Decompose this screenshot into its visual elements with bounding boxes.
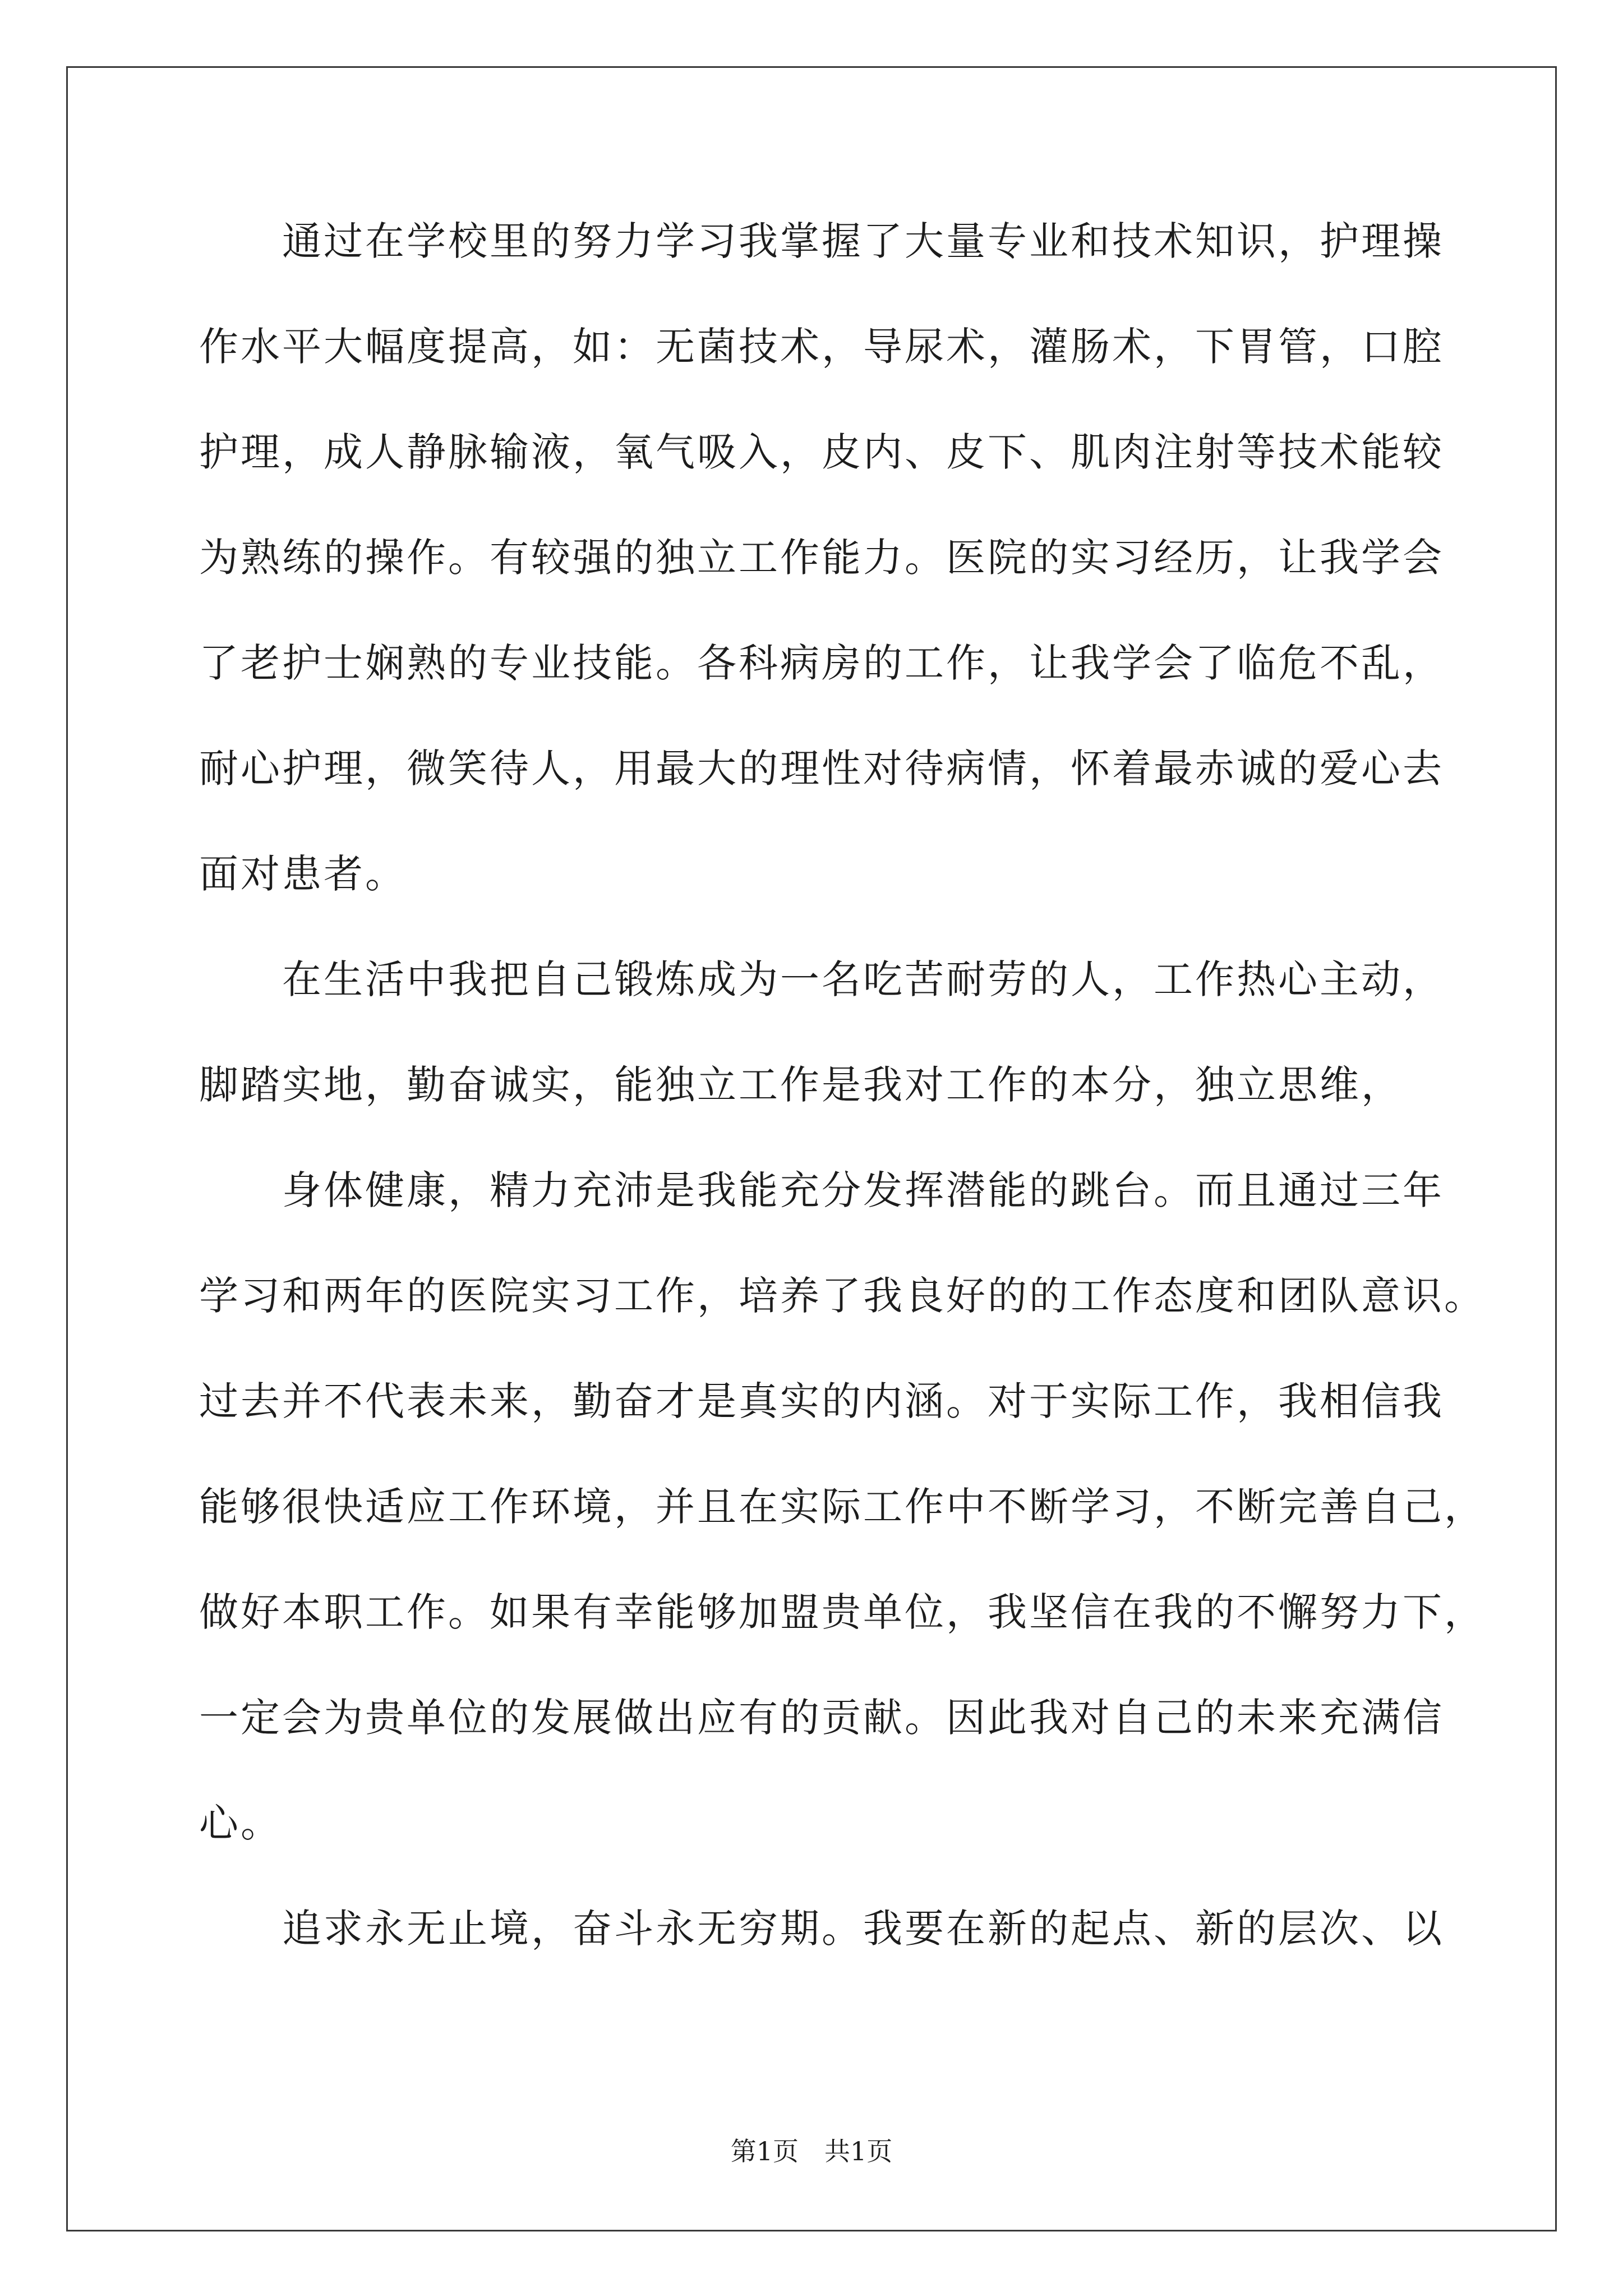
text-line: 身体健康，精力充沛是我能充分发挥潜能的跳台。而且通过三年 <box>199 1167 1444 1213</box>
text-line: 为熟练的操作。有较强的独立工作能力。医院的实习经历，让我学会 <box>199 535 1444 581</box>
page-number: 第1页 共1页 <box>730 2136 893 2166</box>
text-line: 面对患者。 <box>199 851 407 897</box>
text-line: 在生活中我把自己锻炼成为一名吃苦耐劳的人，工作热心主动， <box>199 956 1444 1002</box>
text-line: 能够很快适应工作环境，并且在实际工作中不断学习，不断完善自己， <box>199 1484 1486 1530</box>
text-line: 学习和两年的医院实习工作，培养了我良好的的工作态度和团队意识。 <box>199 1273 1486 1319</box>
text-line: 护理，成人静脉输液，氧气吸入，皮内、皮下、肌肉注射等技术能较 <box>199 429 1444 475</box>
page-footer <box>0 2134 1623 2168</box>
text-line: 通过在学校里的努力学习我掌握了大量专业和技术知识，护理操 <box>199 218 1444 264</box>
text-line: 了老护士娴熟的专业技能。各科病房的工作，让我学会了临危不乱， <box>199 640 1444 686</box>
text-line: 过去并不代表未来，勤奋才是真实的内涵。对于实际工作，我相信我 <box>199 1378 1444 1424</box>
text-line: 追求永无止境，奋斗永无穷期。我要在新的起点、新的层次、以 <box>199 1906 1444 1952</box>
text-line: 心。 <box>199 1800 282 1846</box>
text-line: 脚踏实地，勤奋诚实，能独立工作是我对工作的本分，独立思维， <box>199 1062 1403 1108</box>
text-line: 一定会为贵单位的发展做出应有的贡献。因此我对自己的未来充满信 <box>199 1695 1444 1741</box>
text-line: 做好本职工作。如果有幸能够加盟贵单位，我坚信在我的不懈努力下， <box>199 1589 1486 1635</box>
text-line: 耐心护理，微笑待人，用最大的理性对待病情，怀着最赤诚的爱心去 <box>199 746 1444 792</box>
text-line: 作水平大幅度提高，如：无菌技术，导尿术，灌肠术，下胃管，口腔 <box>199 324 1444 370</box>
